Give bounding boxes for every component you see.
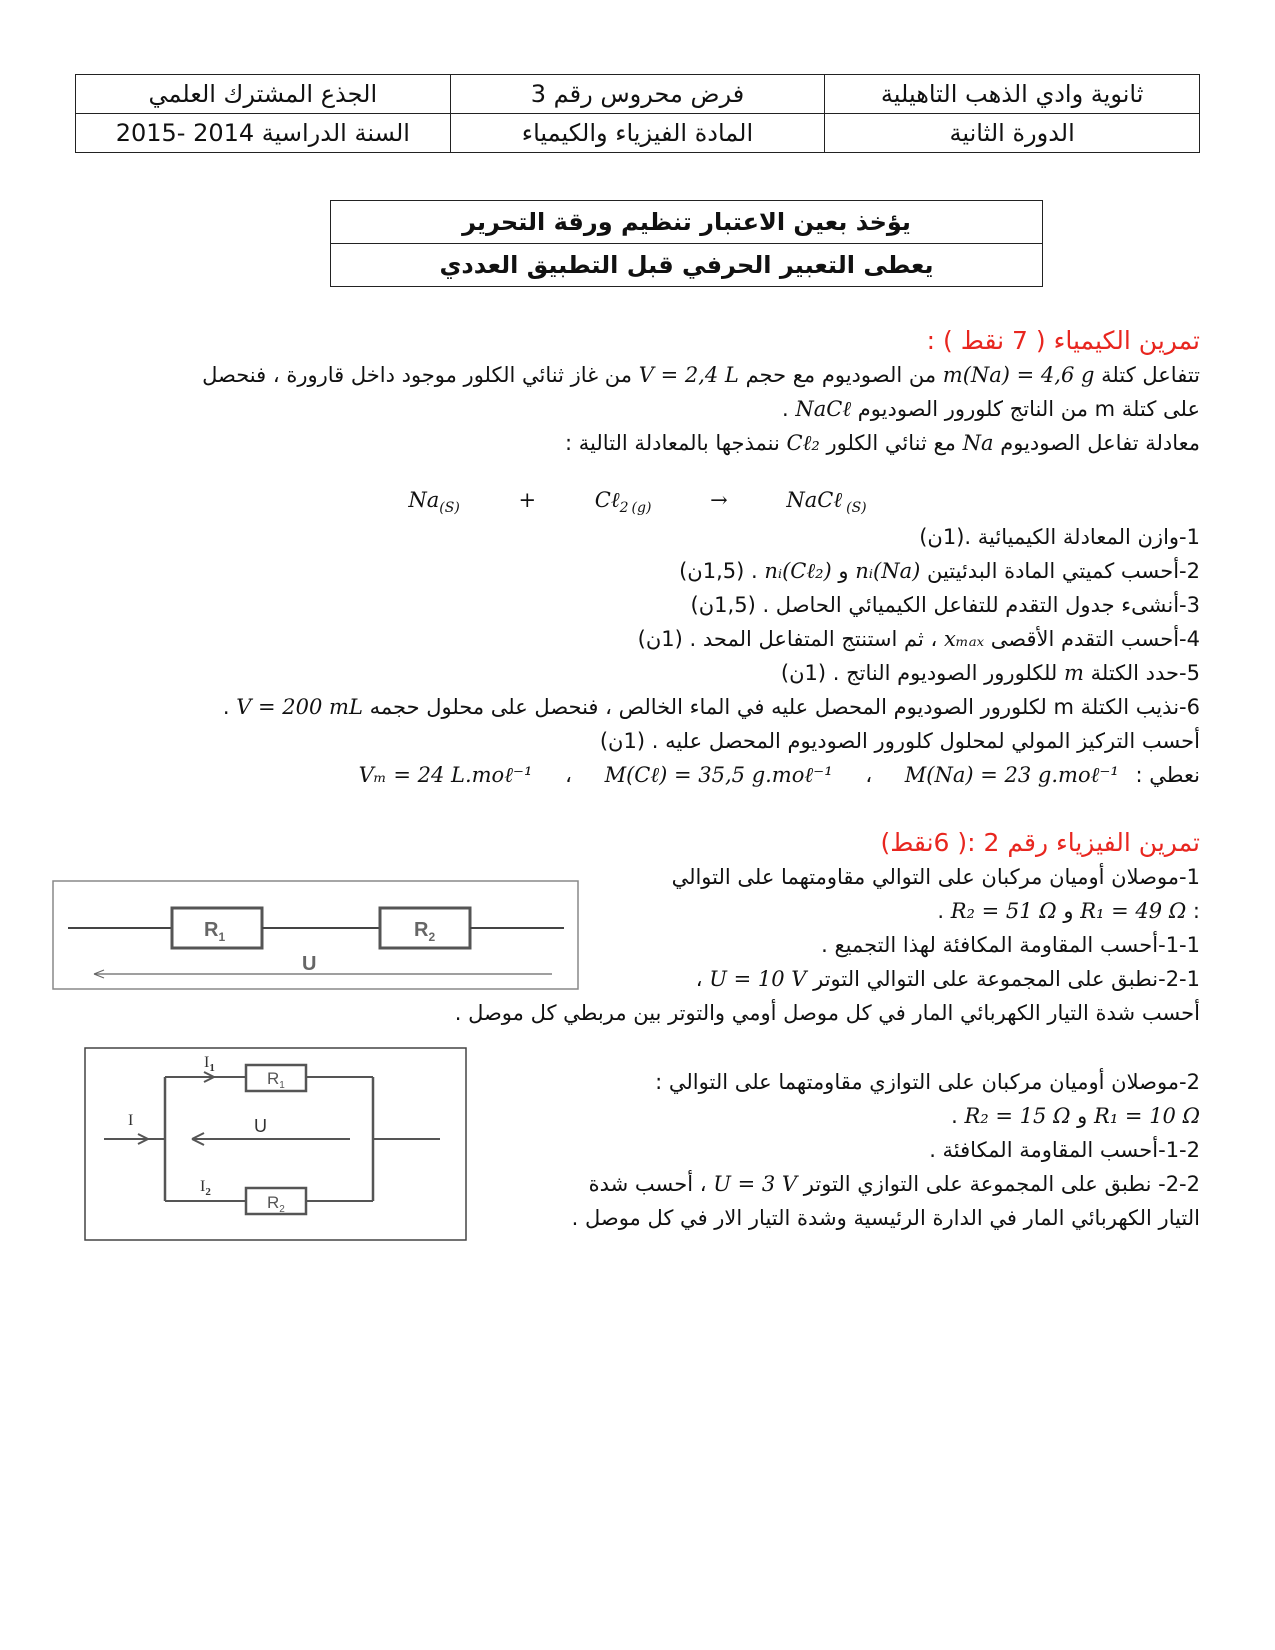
given-molar-volume: Vₘ = 24 L.moℓ⁻¹ <box>358 763 533 787</box>
phys-p2-values <box>951 1099 1200 1133</box>
parallel-r1-label: $R_1$ <box>267 1069 285 1091</box>
reaction-equation <box>0 488 1275 516</box>
intro3-c: ننمذجها بالمعادلة التالية : <box>565 431 780 455</box>
intro3-a: معادلة تفاعل الصوديوم <box>1000 431 1200 455</box>
current-i2-label: $I_2$ <box>200 1178 211 1198</box>
reactant-na: $Na_{(S)}$ <box>408 488 460 517</box>
chem-intro-line3 <box>565 426 1200 460</box>
intro-c: من غاز ثنائي الكلور موجود داخل قارورة ، فنحصل <box>202 363 633 387</box>
q6-text: 6-نذيب الكتلة m لكلورور الصوديوم المحصل عليه في الماء الخالص ، فنحصل على محلول حجمه <box>369 695 1200 719</box>
q4-xmax: xₘₐₓ <box>943 627 985 651</box>
instruction-1: يؤخذ بعين الاعتبار تنظيم ورقة التحرير <box>331 201 1043 244</box>
chemistry-title: تمرين الكيمياء ( 7 نقط ) : <box>926 326 1200 355</box>
current-i1-label: $I_1$ <box>204 1054 215 1074</box>
cl2-formula: Cℓ₂ <box>786 431 820 455</box>
chem-q4 <box>638 622 1200 656</box>
q6-dot: . <box>222 695 230 719</box>
reactant-cl2: Cℓ$_2$ $_{(g)}$ <box>594 488 652 517</box>
phys-p2-q1: 1-2-أحسب المقاومة المكافئة . <box>929 1138 1200 1162</box>
q5-text-b: للكلورور الصوديوم الناتج . (1ن) <box>780 661 1058 685</box>
phys-p1-q1: 1-1-أحسب المقاومة المكافئة لهذا التجميع . <box>821 933 1200 957</box>
q4-text-b: ، ثم استنتج المتفاعل المحد . (1ن) <box>637 627 938 651</box>
p2-voltage: U = 3 V <box>713 1172 798 1196</box>
series-r1-label: $R_1$ <box>204 919 226 944</box>
header-school: ثانوية وادي الذهب التاهيلية <box>825 75 1200 114</box>
series-r2-label: $R_2$ <box>414 919 436 944</box>
phys-p1-q2-line2: أحسب شدة التيار الكهربائي المار في كل موصل أومي والتوتر بين مربطي كل موصل . <box>454 1001 1200 1025</box>
p2-q2-text-b: ، أحسب شدة <box>588 1172 707 1196</box>
p2-r2-value: R₂ = 15 Ω <box>964 1104 1071 1128</box>
q2-ni-na: nᵢ(Na) <box>855 559 921 583</box>
q2-and: و <box>838 559 849 583</box>
p1-r2-value: R₂ = 51 Ω <box>950 899 1057 923</box>
chem-q6-line2: أحسب التركيز المولي لمحلول كلورور الصوديوم المحصل عليه . (1ن) <box>599 729 1200 753</box>
phys-p1-q2 <box>696 962 1200 996</box>
plus-sign: + <box>518 488 537 512</box>
p1-dot: . <box>937 899 945 923</box>
q6-volume: V = 200 mL <box>236 695 363 719</box>
phys-p2-q2 <box>589 1167 1200 1201</box>
chem-given <box>359 758 1200 792</box>
volume-cl2: V = 2,4 L <box>638 363 739 387</box>
series-circuit-diagram <box>52 880 579 990</box>
parallel-u-label: U <box>254 1116 267 1136</box>
given-sep-1: ، <box>865 763 873 787</box>
chem-q3: 3-أنشىء جدول التقدم للتفاعل الكيميائي الحاصل . (1,5ن) <box>690 593 1200 617</box>
given-molar-mass-na: M(Na) = 23 g.moℓ⁻¹ <box>904 763 1119 787</box>
given-molar-mass-cl: M(Cℓ) = 35,5 g.moℓ⁻¹ <box>604 763 833 787</box>
mass-na: m(Na) = 4,6 g <box>942 363 1095 387</box>
p2-dot: . <box>951 1104 958 1128</box>
na-formula: Na <box>962 431 994 455</box>
instructions-box <box>330 200 1043 287</box>
q5-m: m <box>1064 661 1084 685</box>
p1-voltage: U = 10 V <box>709 967 807 991</box>
intro3-b: مع ثنائي الكلور <box>826 431 956 455</box>
chem-intro-line2 <box>782 392 1200 426</box>
p1-r1-value: R₁ = 49 Ω <box>1080 899 1187 923</box>
chem-intro-line1 <box>202 358 1200 392</box>
instruction-2: يعطى التعبير الحرفي قبل التطبيق العددي <box>331 244 1043 287</box>
phys-p2-q2-line2: التيار الكهربائي المار في الدارة الرئيسية وشدة التيار الار في كل موصل . <box>571 1206 1200 1230</box>
header-subject: المادة الفيزياء والكيمياء <box>450 114 825 153</box>
current-i-label: I <box>128 1112 134 1129</box>
chem-q6 <box>223 690 1200 724</box>
intro2-b: . <box>781 397 789 421</box>
q2-text: 2-أحسب كميتي المادة البدئيتين <box>926 559 1200 583</box>
header-year: السنة الدراسية 2014 -2015 <box>76 114 451 153</box>
header-track: الجذع المشترك العلمي <box>76 75 451 114</box>
chem-q5 <box>781 656 1200 690</box>
phys-p2-line1: 2-موصلان أوميان مركبان على التوازي مقاومتهما على التوالي : <box>655 1070 1200 1094</box>
intro-a: تتفاعل كتلة <box>1101 363 1200 387</box>
p2-r1-value: R₁ = 10 Ω <box>1094 1104 1200 1128</box>
q4-text: 4-أحسب التقدم الأقصى <box>990 627 1200 651</box>
p1-and: و <box>1063 899 1074 923</box>
p2-q2-text: 2-2- نطبق على المجموعة على التوازي التوتر <box>803 1172 1200 1196</box>
phys-p1-line1: 1-موصلان أوميان مركبان على التوالي مقاومتهما على التوالي <box>671 865 1200 889</box>
header-exam: فرض محروس رقم 3 <box>450 75 825 114</box>
p2-and: و <box>1077 1104 1088 1128</box>
parallel-r2-label: $R_2$ <box>267 1193 285 1215</box>
given-label: نعطي : <box>1135 763 1200 787</box>
intro2-a: على كتلة m من الناتج كلورور الصوديوم <box>857 397 1200 421</box>
header-table <box>75 74 1200 153</box>
product-nacl: NaCℓ $_{(S)}$ <box>786 488 867 517</box>
given-sep-2: ، <box>565 763 572 787</box>
q2-ni-cl2: nᵢ(Cℓ₂) <box>764 559 832 583</box>
chem-q1: 1-وازن المعادلة الكيميائية .(1ن) <box>919 525 1200 549</box>
series-u-label: U <box>302 953 317 975</box>
q5-text: 5-حدد الكتلة <box>1090 661 1200 685</box>
p1-q2-comma: ، <box>695 967 703 991</box>
physics-title: تمرين الفيزياء رقم 2 :( 6نقط) <box>880 828 1200 857</box>
phys-p1-values <box>937 894 1200 928</box>
chem-q2 <box>679 554 1200 588</box>
header-session: الدورة الثانية <box>825 114 1200 153</box>
q2-points: . (1,5ن) <box>679 559 758 583</box>
reaction-arrow: → <box>710 488 728 512</box>
intro-b: من الصوديوم مع حجم <box>745 363 937 387</box>
parallel-circuit-diagram <box>84 1047 467 1241</box>
p1-colon: : <box>1192 899 1200 923</box>
nacl-formula: NaCℓ <box>795 397 852 421</box>
p1-q2-text: 2-1-نطبق على المجموعة على التوالي التوتر <box>813 967 1200 991</box>
